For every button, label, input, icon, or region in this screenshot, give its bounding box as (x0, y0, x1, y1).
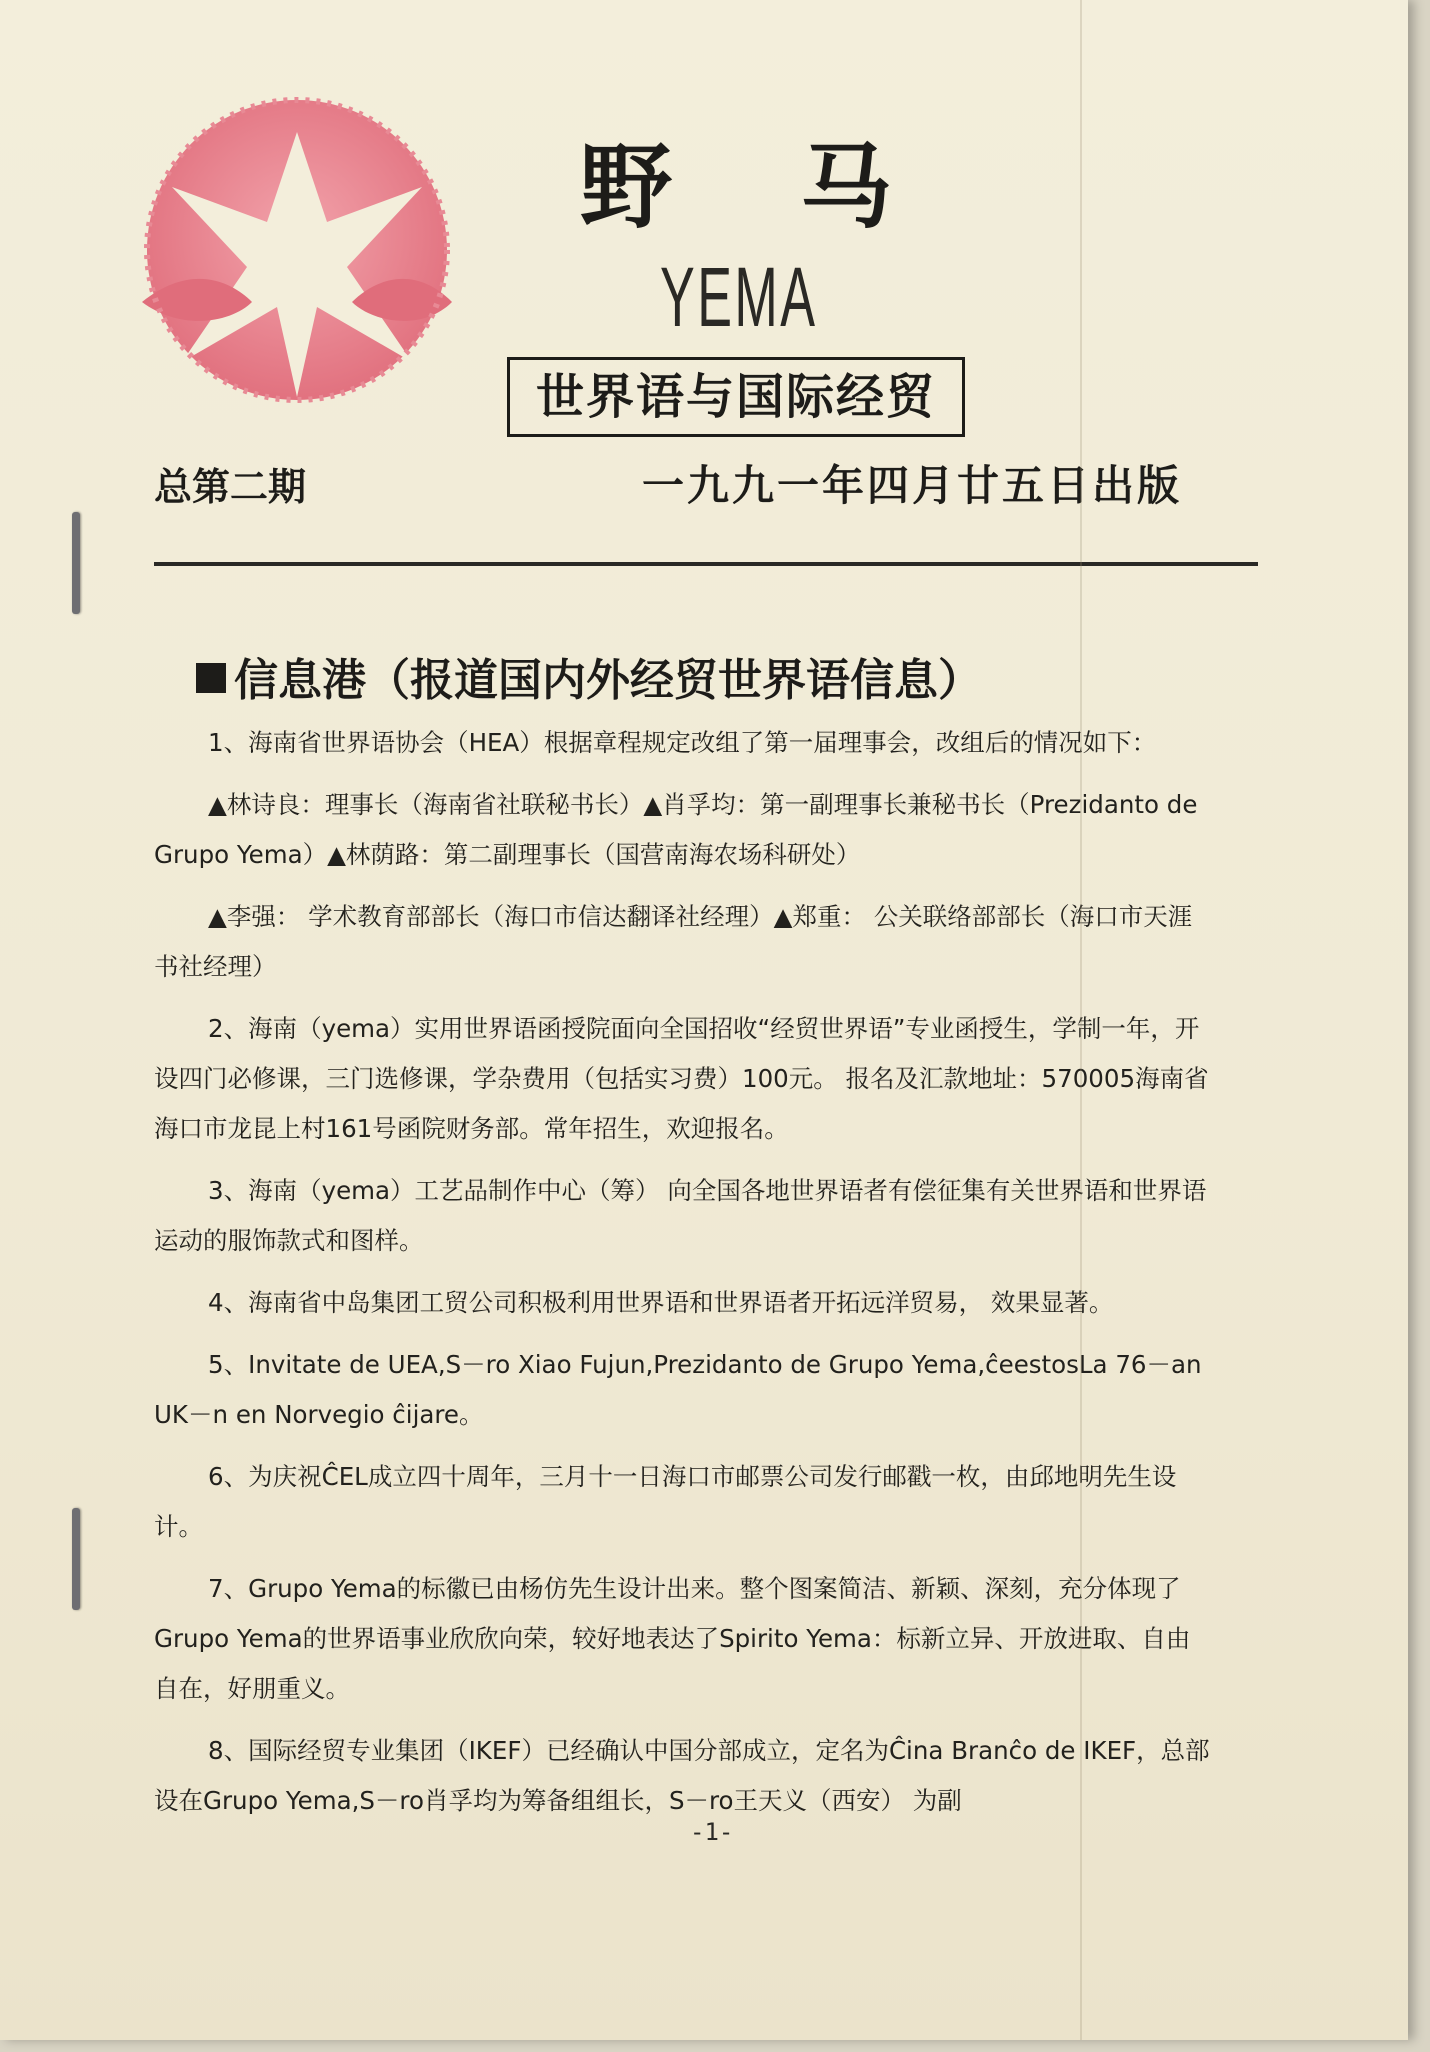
masthead-subtitle: 世界语与国际经贸 (507, 357, 965, 437)
header-divider (154, 562, 1258, 566)
paragraph-1a: ▲林诗良：理事长（海南省社联秘书长）▲肖孚均：第一副理事长兼秘书长（Prezidanto de Grupo Yema）▲林荫路：第二副理事长（国营南海农场科研处） (154, 790, 1198, 869)
staple (72, 1508, 80, 1610)
black-square-icon (196, 663, 226, 693)
article-body (154, 718, 1210, 1838)
paragraph-2: 2、海南（yema）实用世界语函授院面向全国招收“经贸世界语”专业函授生，学制一年，开设四门必修课，三门选修课，学杂费用（包括实习费）100元。 报名及汇款地址：570005海南省海口市龙昆上村161号函院财务部。常年招生，欢迎报名。 (154, 1014, 1209, 1143)
paragraph-6: 6、为庆祝ĈEL成立四十周年，三月十一日海口市邮票公司发行邮戳一枚，由邱地明先生设计。 (154, 1462, 1177, 1541)
section-heading (196, 652, 1216, 710)
issue-number: 总第二期 (154, 465, 307, 509)
page-number: -1- (690, 1818, 734, 1846)
staple (72, 512, 80, 614)
paper-crease (1080, 0, 1082, 2040)
masthead-title-chinese: 野 马 (580, 134, 893, 241)
paragraph-8: 8、国际经贸专业集团（IKEF）已经确认中国分部成立，定名为Ĉina Branĉo de IKEF，总部设在Grupo Yema,S－ro肖孚均为筹备组组长，S－ro王天义（西安） 为副 (154, 1736, 1210, 1815)
paragraph-7: 7、Grupo Yema的标徽已由杨仿先生设计出来。整个图案简洁、新颖、深刻，充分体现了Grupo Yema的世界语事业欣欣向荣，较好地表达了Spirito Yema：标新立异、开放进取、自由自在，好朋重义。 (154, 1574, 1191, 1703)
section-title-text: 信息港（报道国内外经贸世界语信息） (234, 655, 982, 706)
paragraph-4: 4、海南省中岛集团工贸公司积极利用世界语和世界语者开拓远洋贸易， 效果显著。 (208, 1288, 1114, 1317)
masthead-title-english: YEMA (660, 250, 818, 344)
star-globe-logo-icon (122, 92, 482, 412)
publication-date: 一九九一年四月廿五日出版 (642, 461, 1183, 510)
paragraph-5: 5、Invitate de UEA,S－ro Xiao Fujun,Prezidanto de Grupo Yema,ĉeestosLa 76－an UK－n en Norvegio ĉijare。 (154, 1350, 1202, 1429)
paragraph-3: 3、海南（yema）工艺品制作中心（筹） 向全国各地世界语者有偿征集有关世界语和世界语运动的服饰款式和图样。 (154, 1176, 1207, 1255)
paragraph-1b: ▲李强： 学术教育部部长（海口市信达翻译社经理）▲郑重： 公关联络部部长（海口市天涯书社经理） (154, 902, 1193, 981)
paragraph-1: 1、海南省世界语协会（HEA）根据章程规定改组了第一届理事会，改组后的情况如下： (208, 728, 1157, 757)
